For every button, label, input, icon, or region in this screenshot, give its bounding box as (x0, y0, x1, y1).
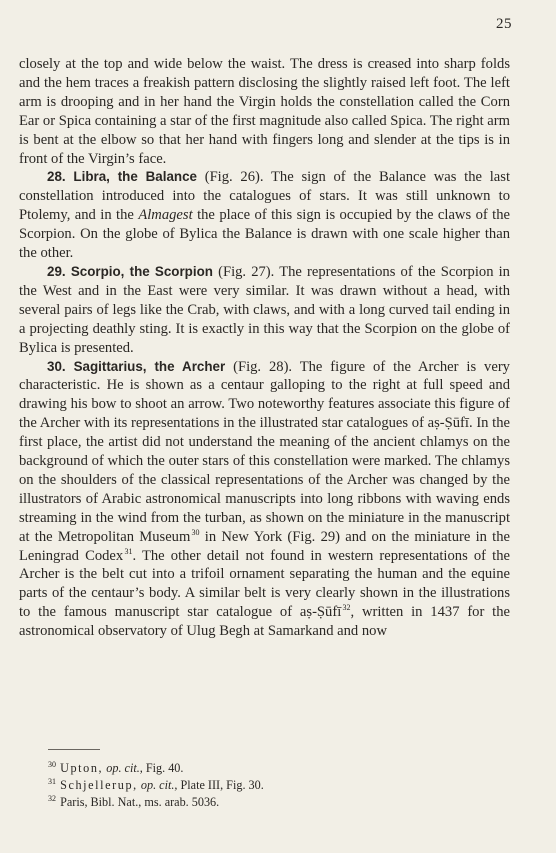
footnote-ref: 31 (124, 546, 133, 556)
paragraph-virgo-continued: closely at the top and wide below the waist. The dress is creased into sharp folds and the hem traces a freakish pattern disclosing the slightly raised left foot. The left arm is drooping and in her hand the Virgin holds the constellation called the Corn Ear or Spica containing a star of the first magnitude also called Spica. The right arm is bent at the elbow so that her hand with fingers long and slender at the tips is in front of the Virgin’s face. (19, 56, 510, 167)
footnote: $^{32}$ Paris, Bibl. Nat., ms. arab. 5036. (48, 793, 220, 809)
italic-almagest: Almagest (138, 207, 193, 224)
body-text (19, 55, 510, 641)
page-number: 25 (496, 16, 512, 32)
footnote-divider (48, 749, 100, 750)
footnote: $^{31}$ Schjellerup, op. cit., Plate III, Fig. 30. (48, 776, 264, 792)
section-heading-sagittarius: 30. Sagittarius, the Archer (47, 358, 226, 374)
footnote-ref: 30 (191, 527, 200, 537)
section-heading-libra: 28. Libra, the Balance (47, 169, 197, 185)
footnote: $^{30}$ Upton, op. cit., Fig. 40. (48, 759, 184, 775)
footnotes (48, 760, 488, 811)
footnote-ref: 32 (342, 603, 351, 613)
paragraph-libra: 28. Libra, the Balance (Fig. 26). The sign of the Balance was the last constellation introduced into the catalogues of stars. It was still unknown to Ptolemy, and in the Almagest the place of this sign is occupied by the claws of the Scorpion. On the globe of Bylica the Balance is drawn with one scale higher than the other. (19, 169, 510, 262)
paragraph-scorpio: 29. Scorpio, the Scorpion (Fig. 27). The representations of the Scorpion in the West and in the East were very similar. It was drawn without a head, with several pairs of legs like the Crab, with claws, and with a long curved tail ending in a projecting deathly sting. It is exactly in this way that the Scorpion on the globe of Bylica is presented. (19, 263, 510, 356)
section-heading-scorpio: 29. Scorpio, the Scorpion (47, 263, 213, 279)
paragraph-sagittarius: 30. Sagittarius, the Archer (Fig. 28). The figure of the Archer is very characteristic. He is shown as a centaur galloping to the right at full speed and drawing his bow to shoot an arrow. Two noteworthy features associate this figure of the Archer with its representations in the illustrated star catalogues of aṣ-Ṣūfī. In the first place, the artist did not understand the meaning of the ancient chlamys on the background of which the outer stars of this constellation were marked. The chlamys on the shoulders of the classical representations of the Archer was changed by the illustrators of Arabic astronomical manuscripts into long ribbons with waving ends streaming in the wind from the turban, as shown on the miniature in the manuscript at the Metropolitan Museum $^{30}$ in New York (Fig. 29) and on the miniature in the Leningrad Codex $^{31}$. The other detail not found in western representations of the Archer is the belt cut into a trifoil ornament separating the human and the equine parts of the centaur’s body. A similar belt is very clearly shown in the illustrations to the famous manuscript star catalogue of aṣ-Ṣūfī $^{32}$, written in 1437 for the astronomical observatory of Ulug Begh at Samarkand and now (19, 358, 510, 640)
